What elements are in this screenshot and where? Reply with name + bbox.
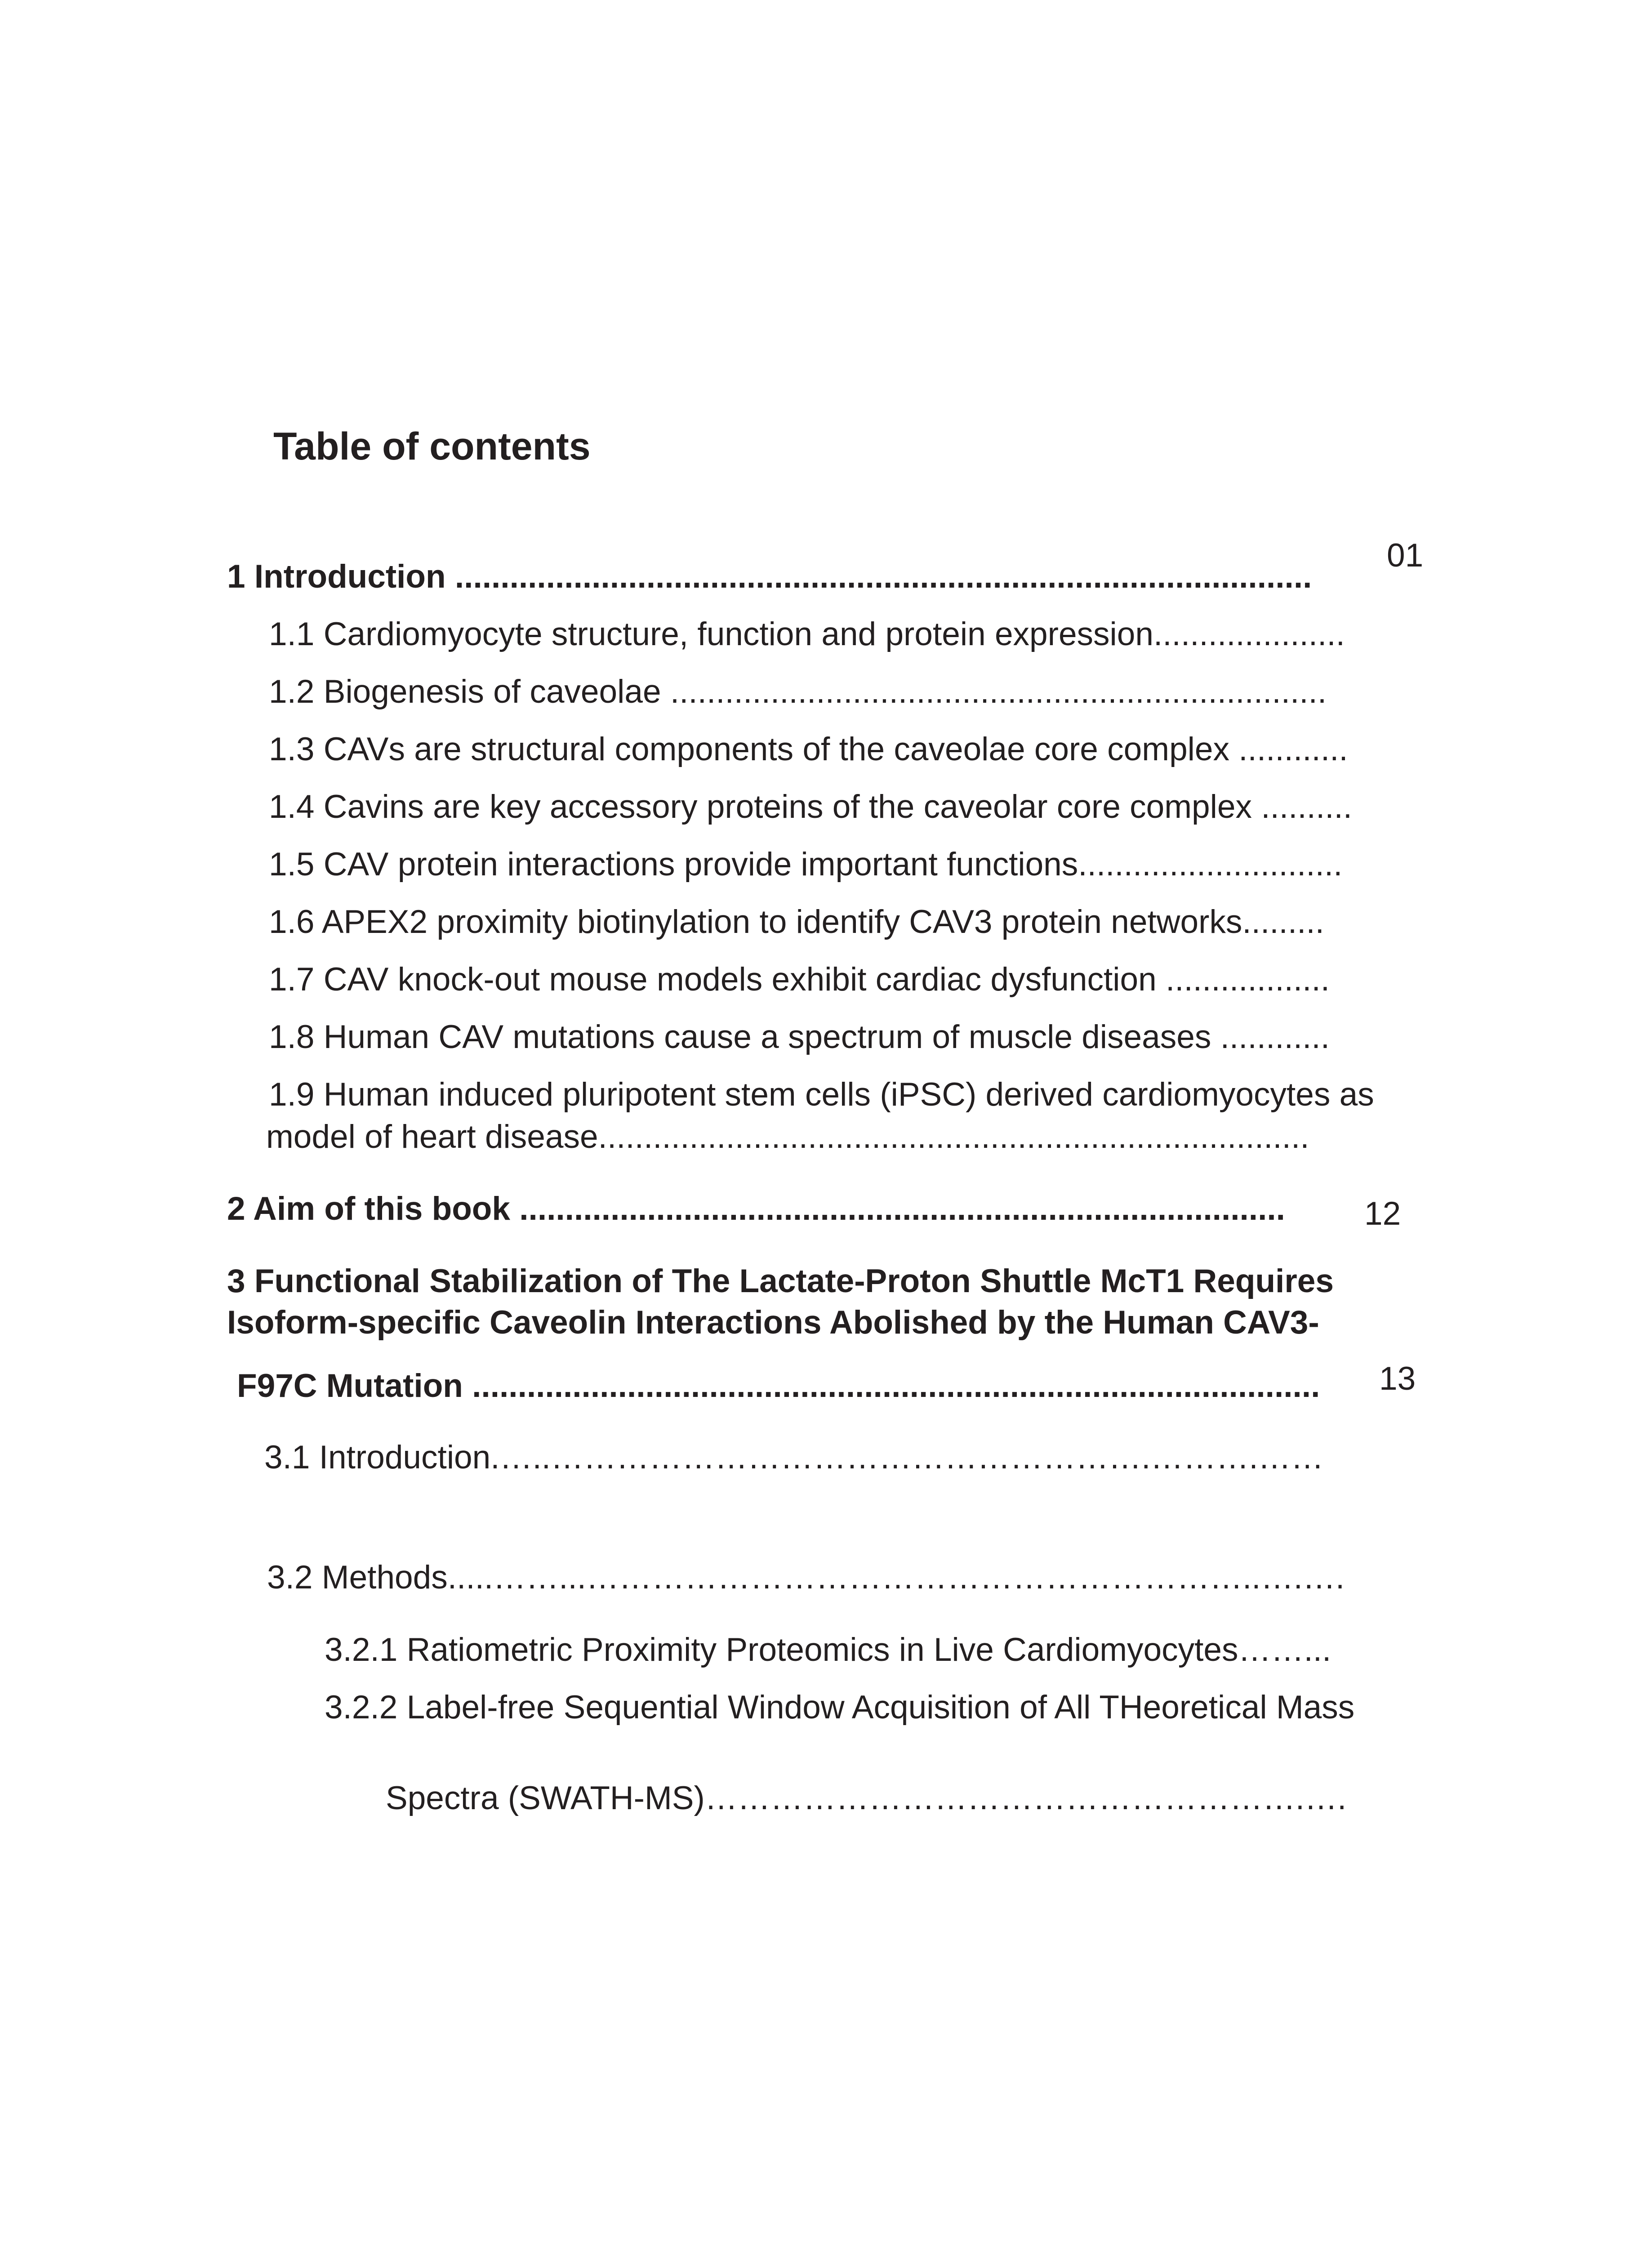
toc-entry-1-8: 1.8 Human CAV mutations cause a spectrum of muscle diseases ............ <box>269 1019 1330 1055</box>
toc-page-number-chapter-3: 13 <box>1379 1360 1416 1397</box>
toc-entry-chapter-1: 1 Introduction .............................................................................................. <box>227 558 1312 595</box>
toc-entry-chapter-3-line-1: 3 Functional Stabilization of The Lactate-Proton Shuttle McT1 Requires <box>227 1263 1334 1299</box>
page-title: Table of contents <box>273 425 591 468</box>
toc-entry-3-1: 3.1 Introduction.…..……………………………………………….……….…… <box>264 1439 1324 1476</box>
toc-entry-1-6: 1.6 APEX2 proximity biotinylation to identify CAV3 protein networks......... <box>269 904 1324 940</box>
toc-entry-chapter-3-line-2: Isoform-specific Caveolin Interactions Abolished by the Human CAV3- <box>227 1304 1319 1341</box>
toc-entry-3-2-2-line-1: 3.2.2 Label-free Sequential Window Acquisition of All THeoretical Mass <box>325 1689 1355 1726</box>
toc-entry-1-5: 1.5 CAV protein interactions provide important functions............................. <box>269 846 1343 883</box>
toc-entry-chapter-3-line-3: F97C Mutation ............................................................................................. <box>237 1368 1320 1404</box>
toc-entry-1-7: 1.7 CAV knock-out mouse models exhibit cardiac dysfunction .................. <box>269 961 1330 998</box>
toc-entry-1-3: 1.3 CAVs are structural components of the caveolae core complex ............ <box>269 731 1348 767</box>
toc-entry-3-2-2-line-2: Spectra (SWATH-MS)……………………………………………….…. <box>386 1780 1347 1816</box>
toc-entry-1-2: 1.2 Biogenesis of caveolae ........................................................................ <box>269 674 1327 710</box>
toc-entry-1-9-line-2: model of heart disease.............................................................................. <box>266 1119 1309 1155</box>
toc-entry-3-2-1: 3.2.1 Ratiometric Proximity Proteomics in Live Cardiomyocytes……... <box>325 1632 1331 1668</box>
toc-entry-1-1: 1.1 Cardiomyocyte structure, function and protein expression..................... <box>269 616 1345 652</box>
toc-page-number-chapter-2: 12 <box>1364 1195 1401 1232</box>
toc-entry-chapter-2: 2 Aim of this book .................................................................................... <box>227 1191 1285 1227</box>
toc-entry-1-4: 1.4 Cavins are key accessory proteins of the caveolar core complex .......... <box>269 789 1353 825</box>
toc-entry-3-2: 3.2 Methods.....……...……………………………………………………..….…. <box>267 1559 1345 1596</box>
toc-entry-1-9-line-1: 1.9 Human induced pluripotent stem cells (iPSC) derived cardiomyocytes as <box>269 1076 1374 1113</box>
toc-page-number-chapter-1: 01 <box>1387 537 1424 574</box>
